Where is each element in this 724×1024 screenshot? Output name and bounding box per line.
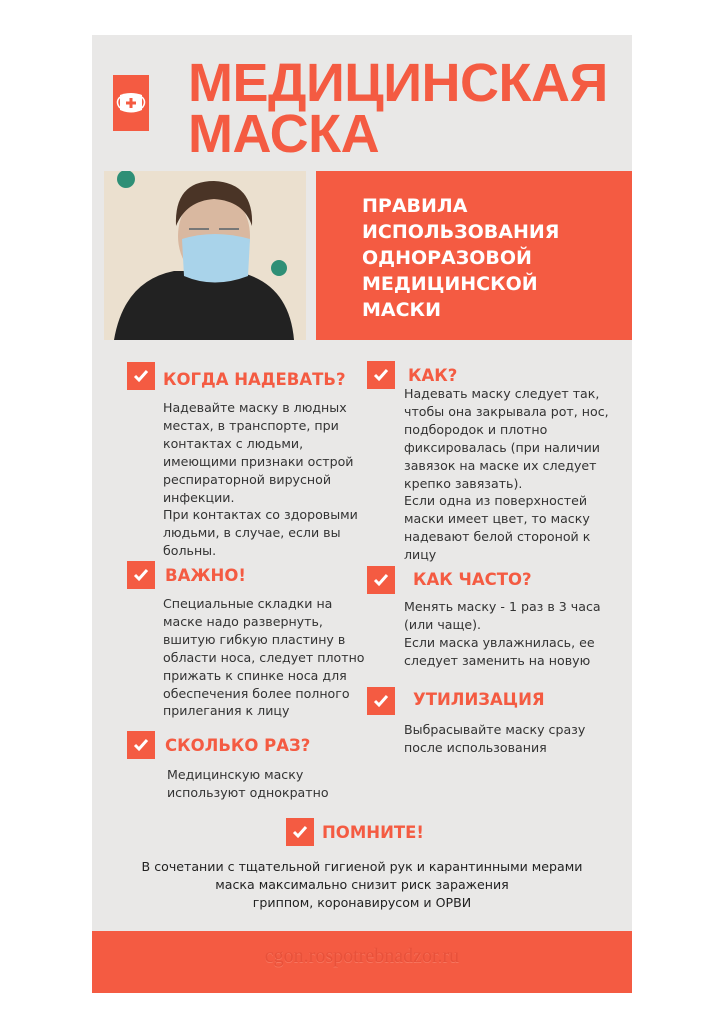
watermark: cgon.rospotrebnadzor.ru <box>264 945 460 967</box>
photo-man-in-mask <box>104 171 306 340</box>
checkmark-icon <box>286 818 314 846</box>
section-body: Выбрасывайте маску сразу после использования <box>404 722 586 755</box>
checkmark-icon <box>367 687 395 715</box>
section-heading: ПОМНИТЕ! <box>322 823 424 842</box>
mask-logo-icon <box>113 75 149 131</box>
section-heading: КАК? <box>408 366 458 385</box>
checkmark-icon <box>127 731 155 759</box>
section-heading: УТИЛИЗАЦИЯ <box>413 690 545 709</box>
section-heading: КОГДА НАДЕВАТЬ? <box>163 370 346 389</box>
checkmark-icon <box>127 362 155 390</box>
section-body: Медицинскую маску используют однократно <box>167 767 329 800</box>
poster <box>92 35 632 993</box>
title-line1: МЕДИЦИНСКАЯ <box>188 53 608 113</box>
section-body: Надевайте маску в людных местах, в транспорте, при контактах с людьми, имеющими признаки острой респираторной вирусной инфекции. При контактах со здоровыми людьми, в случае, если вы больны. <box>163 400 358 559</box>
title-line2: МАСКА <box>188 104 380 164</box>
subtitle: ПРАВИЛА ИСПОЛЬЗОВАНИЯ ОДНОРАЗОВОЙ МЕДИЦИНСКОЙ МАСКИ <box>362 195 560 321</box>
section-body: Менять маску - 1 раз в 3 часа (или чаще). Если маска увлажнилась, ее следует заменить на новую <box>404 599 601 668</box>
checkmark-icon <box>127 561 155 589</box>
section-heading: СКОЛЬКО РАЗ? <box>165 736 311 755</box>
section-body: В сочетании с тщательной гигиеной рук и карантинными мерами маска максимально снизит риск заражения гриппом, коронавирусом и ОРВИ <box>141 859 583 910</box>
footer-band <box>92 931 632 993</box>
section-heading: КАК ЧАСТО? <box>413 570 532 589</box>
subtitle-box <box>316 171 632 340</box>
section-body: Надевать маску следует так, чтобы она закрывала рот, нос, подбородок и плотно фиксировалась (при наличии завязок на маске их следует крепко завязать). Если одна из поверхностей маски имеет цвет, то маску надевают белой стороной к лицу <box>404 386 609 563</box>
section-heading: ВАЖНО! <box>165 566 246 585</box>
checkmark-icon <box>367 361 395 389</box>
checkmark-icon <box>367 566 395 594</box>
section-body: Специальные складки на маске надо развернуть, вшитую гибкую пластину в области носа, следует плотно прижать к спинке носа для обеспечения более полного прилегания к лицу <box>163 596 365 719</box>
